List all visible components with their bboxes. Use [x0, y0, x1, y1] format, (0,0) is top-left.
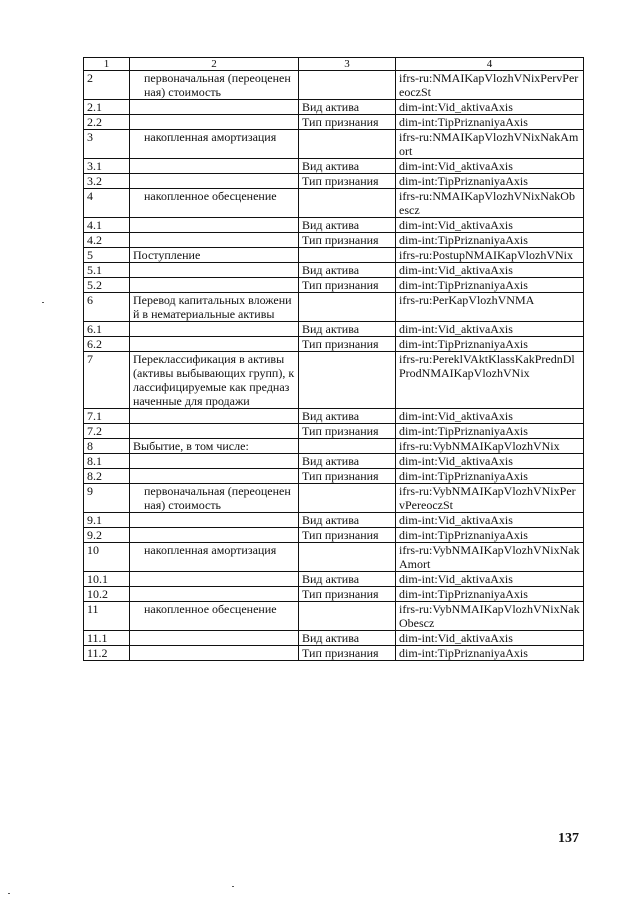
indicator-name-cell: Поступление	[130, 248, 299, 263]
indicator-name-cell	[130, 278, 299, 293]
dimension-label-cell: Вид актива	[299, 100, 396, 115]
dimension-label-cell: Вид актива	[299, 218, 396, 233]
row-number-cell: 7.2	[84, 424, 130, 439]
element-code-cell: dim-int:TipPriznaniyaAxis	[396, 528, 584, 543]
table-row	[84, 454, 584, 469]
column-header: 1	[84, 58, 130, 71]
table-row	[84, 159, 584, 174]
dimension-label-cell: Вид актива	[299, 409, 396, 424]
element-code-cell: ifrs-ru:PerKapVlozhVNMA	[396, 293, 584, 322]
indicator-name-cell	[130, 218, 299, 233]
table-row	[84, 71, 584, 100]
indicator-name-cell	[130, 159, 299, 174]
dimension-label-cell: Тип признания	[299, 587, 396, 602]
row-number-cell: 9	[84, 484, 130, 513]
dimension-label-cell	[299, 189, 396, 218]
row-number-cell: 9.1	[84, 513, 130, 528]
element-code-cell: dim-int:Vid_aktivaAxis	[396, 631, 584, 646]
dimension-label-cell	[299, 484, 396, 513]
indicator-name-cell	[130, 233, 299, 248]
row-number-cell: 2	[84, 71, 130, 100]
row-number-cell: 7	[84, 352, 130, 409]
dimension-label-cell: Тип признания	[299, 233, 396, 248]
dimension-label-cell: Тип признания	[299, 424, 396, 439]
table-header-row	[84, 58, 584, 71]
dimension-label-cell: Тип признания	[299, 646, 396, 661]
indicator-name-cell	[130, 631, 299, 646]
dimension-label-cell: Тип признания	[299, 115, 396, 130]
dimension-label-cell	[299, 130, 396, 159]
indicator-name-cell	[130, 513, 299, 528]
dimension-label-cell	[299, 602, 396, 631]
dimension-label-cell: Тип признания	[299, 469, 396, 484]
row-number-cell: 8.2	[84, 469, 130, 484]
row-number-cell: 2.1	[84, 100, 130, 115]
table-row	[84, 424, 584, 439]
element-code-cell: ifrs-ru:NMAIKapVlozhVNixNakAmort	[396, 130, 584, 159]
indicator-name-cell	[130, 572, 299, 587]
row-number-cell: 6.1	[84, 322, 130, 337]
indicator-name-cell	[130, 263, 299, 278]
row-number-cell: 11.1	[84, 631, 130, 646]
element-code-cell: dim-int:Vid_aktivaAxis	[396, 409, 584, 424]
row-number-cell: 6	[84, 293, 130, 322]
column-header: 3	[299, 58, 396, 71]
table-row	[84, 174, 584, 189]
table-row	[84, 115, 584, 130]
element-code-cell: dim-int:Vid_aktivaAxis	[396, 513, 584, 528]
table-row	[84, 513, 584, 528]
table-row	[84, 484, 584, 513]
row-number-cell: 4.1	[84, 218, 130, 233]
dimension-label-cell: Вид актива	[299, 322, 396, 337]
column-header: 4	[396, 58, 584, 71]
row-number-cell: 11.2	[84, 646, 130, 661]
row-number-cell: 10.2	[84, 587, 130, 602]
dimension-label-cell: Тип признания	[299, 337, 396, 352]
row-number-cell: 9.2	[84, 528, 130, 543]
dimension-label-cell	[299, 293, 396, 322]
dimension-label-cell: Тип признания	[299, 174, 396, 189]
row-number-cell: 10.1	[84, 572, 130, 587]
row-number-cell: 4	[84, 189, 130, 218]
table-row	[84, 469, 584, 484]
dimension-label-cell: Тип признания	[299, 278, 396, 293]
element-code-cell: ifrs-ru:VybNMAIKapVlozhVNixNakAmort	[396, 543, 584, 572]
dimension-label-cell: Вид актива	[299, 159, 396, 174]
dimension-label-cell	[299, 439, 396, 454]
dimension-label-cell	[299, 543, 396, 572]
table-row	[84, 439, 584, 454]
element-code-cell: ifrs-ru:VybNMAIKapVlozhVNix	[396, 439, 584, 454]
row-number-cell: 5.1	[84, 263, 130, 278]
element-code-cell: dim-int:TipPriznaniyaAxis	[396, 587, 584, 602]
row-number-cell: 5	[84, 248, 130, 263]
element-code-cell: ifrs-ru:NMAIKapVlozhVNixNakObescz	[396, 189, 584, 218]
table-row	[84, 100, 584, 115]
element-code-cell: ifrs-ru:VybNMAIKapVlozhVNixNakObescz	[396, 602, 584, 631]
indicator-name-cell: накопленное обесценение	[130, 189, 299, 218]
row-number-cell: 2.2	[84, 115, 130, 130]
scan-speck	[42, 302, 44, 303]
element-code-cell: dim-int:TipPriznaniyaAxis	[396, 174, 584, 189]
element-code-cell: ifrs-ru:PostupNMAIKapVlozhVNix	[396, 248, 584, 263]
row-number-cell: 7.1	[84, 409, 130, 424]
element-code-cell: dim-int:Vid_aktivaAxis	[396, 263, 584, 278]
element-code-cell: dim-int:Vid_aktivaAxis	[396, 218, 584, 233]
indicator-name-cell	[130, 424, 299, 439]
indicator-name-cell	[130, 115, 299, 130]
indicator-name-cell	[130, 454, 299, 469]
dimension-label-cell: Вид актива	[299, 631, 396, 646]
table-row	[84, 130, 584, 159]
table-row	[84, 218, 584, 233]
scan-speck	[232, 886, 234, 887]
element-code-cell: dim-int:TipPriznaniyaAxis	[396, 646, 584, 661]
table-row	[84, 322, 584, 337]
element-code-cell: ifrs-ru:VybNMAIKapVlozhVNixPervPereoczSt	[396, 484, 584, 513]
table-row	[84, 528, 584, 543]
indicator-name-cell	[130, 174, 299, 189]
indicator-name-cell: первоначальная (переоцененная) стоимость	[130, 71, 299, 100]
page-number: 137	[558, 831, 579, 846]
table-row	[84, 602, 584, 631]
table-row	[84, 631, 584, 646]
table-row	[84, 409, 584, 424]
dimension-label-cell: Вид актива	[299, 572, 396, 587]
indicator-name-cell	[130, 100, 299, 115]
element-code-cell: dim-int:TipPriznaniyaAxis	[396, 424, 584, 439]
element-code-cell: dim-int:TipPriznaniyaAxis	[396, 337, 584, 352]
table-body	[84, 71, 584, 661]
table-row	[84, 189, 584, 218]
scan-speck	[8, 893, 10, 894]
element-code-cell: dim-int:TipPriznaniyaAxis	[396, 469, 584, 484]
element-code-cell: dim-int:Vid_aktivaAxis	[396, 159, 584, 174]
indicator-name-cell: первоначальная (переоцененная) стоимость	[130, 484, 299, 513]
table-row	[84, 278, 584, 293]
row-number-cell: 10	[84, 543, 130, 572]
row-number-cell: 8.1	[84, 454, 130, 469]
indicator-name-cell: накопленная амортизация	[130, 130, 299, 159]
indicator-name-cell: Переклассификация в активы (активы выбывающих групп), классифицируемые как предназначенные для продажи	[130, 352, 299, 409]
table-row	[84, 233, 584, 248]
element-code-cell: dim-int:TipPriznaniyaAxis	[396, 115, 584, 130]
table-row	[84, 543, 584, 572]
dimension-label-cell: Вид актива	[299, 263, 396, 278]
table-row	[84, 572, 584, 587]
element-code-cell: dim-int:Vid_aktivaAxis	[396, 322, 584, 337]
element-code-cell: dim-int:Vid_aktivaAxis	[396, 572, 584, 587]
table-row	[84, 646, 584, 661]
indicator-name-cell: Выбытие, в том числе:	[130, 439, 299, 454]
indicator-name-cell	[130, 337, 299, 352]
indicator-name-cell	[130, 646, 299, 661]
indicator-name-cell	[130, 469, 299, 484]
table-row	[84, 352, 584, 409]
indicator-name-cell	[130, 322, 299, 337]
table-row	[84, 587, 584, 602]
row-number-cell: 3	[84, 130, 130, 159]
element-code-cell: ifrs-ru:NMAIKapVlozhVNixPervPereoczSt	[396, 71, 584, 100]
row-number-cell: 11	[84, 602, 130, 631]
element-code-cell: dim-int:TipPriznaniyaAxis	[396, 233, 584, 248]
indicator-name-cell	[130, 528, 299, 543]
indicator-name-cell: накопленная амортизация	[130, 543, 299, 572]
dimension-label-cell: Вид актива	[299, 454, 396, 469]
dimension-label-cell: Тип признания	[299, 528, 396, 543]
indicator-name-cell	[130, 409, 299, 424]
row-number-cell: 4.2	[84, 233, 130, 248]
table-row	[84, 248, 584, 263]
element-code-cell: dim-int:Vid_aktivaAxis	[396, 454, 584, 469]
row-number-cell: 6.2	[84, 337, 130, 352]
table-row	[84, 337, 584, 352]
indicator-name-cell: накопленное обесценение	[130, 602, 299, 631]
table-row	[84, 293, 584, 322]
row-number-cell: 8	[84, 439, 130, 454]
taxonomy-table	[83, 57, 584, 661]
row-number-cell: 5.2	[84, 278, 130, 293]
dimension-label-cell	[299, 248, 396, 263]
dimension-label-cell	[299, 352, 396, 409]
indicator-name-cell: Перевод капитальных вложений в нематериальные активы	[130, 293, 299, 322]
element-code-cell: dim-int:TipPriznaniyaAxis	[396, 278, 584, 293]
row-number-cell: 3.2	[84, 174, 130, 189]
element-code-cell: dim-int:Vid_aktivaAxis	[396, 100, 584, 115]
element-code-cell: ifrs-ru:PereklVAktKlassKakPrednDlProdNMAIKapVlozhVNix	[396, 352, 584, 409]
table-row	[84, 263, 584, 278]
dimension-label-cell: Вид актива	[299, 513, 396, 528]
row-number-cell: 3.1	[84, 159, 130, 174]
indicator-name-cell	[130, 587, 299, 602]
column-header: 2	[130, 58, 299, 71]
dimension-label-cell	[299, 71, 396, 100]
